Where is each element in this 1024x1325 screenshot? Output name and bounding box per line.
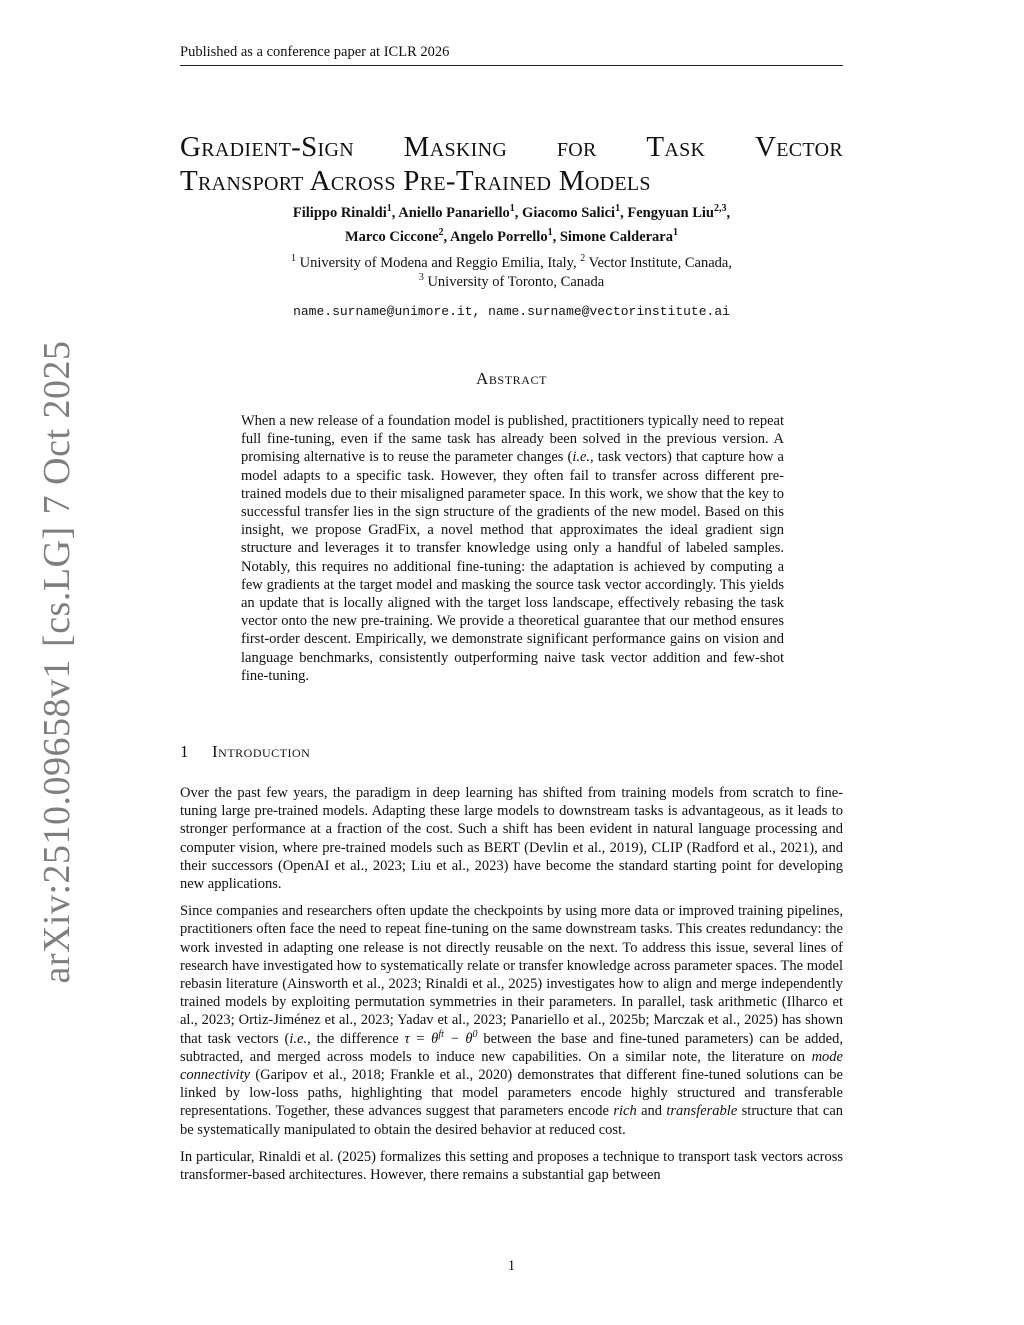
author-name: Filippo Rinaldi: [292, 205, 387, 221]
paragraph: In particular, Rinaldi et al. (2025) formalizes this setting and proposes a technique to transport task vectors across transformer-based architectures. However, there remains a substantial gap between: [180, 1148, 843, 1184]
italic-ie: i.e.: [289, 1030, 308, 1047]
text-segment: structure that can be systematically manipulated to obtain the desired behavior at reduced cost.: [180, 1103, 843, 1138]
author-name: Fengyuan Liu: [627, 205, 714, 221]
author-row-2: Marco Ciccone$^2$, Angelo Porrello$^1$, Simone Calderara$^1$: [344, 227, 678, 245]
paper-title: [180, 130, 843, 198]
author-name: Angelo Porrello: [449, 229, 548, 245]
affiliation: University of Toronto, Canada: [427, 274, 605, 290]
affil-sup: 3: [418, 272, 424, 284]
author-list: [180, 201, 843, 249]
math-part: − θ: [443, 1030, 473, 1047]
title-line-2: Transport Across Pre-Trained Models: [180, 165, 651, 197]
affil-sup: 1: [291, 253, 297, 265]
title-word: Gradient-Sign: [180, 131, 354, 163]
affiliation: Vector Institute, Canada,: [588, 255, 732, 271]
author-affil-sup: 1: [509, 203, 515, 215]
author-row-1: Filippo Rinaldi$^1$, Aniello Panariello$^1$, Giacomo Salici$^1$, Fengyuan Liu$^{2,3}$,: [292, 203, 731, 221]
italic-term: rich: [613, 1103, 637, 1120]
author-affil-sup: 1: [547, 227, 553, 239]
author-affil-sup: 2,3: [713, 203, 727, 215]
page-number: 1: [507, 1258, 516, 1274]
math-superscript: 0: [472, 1028, 478, 1040]
arxiv-id: arXiv:2510.09658v1: [36, 658, 78, 984]
title-word: Masking: [403, 131, 508, 163]
author-affil-sup: 1: [673, 227, 678, 239]
paragraph: [180, 902, 843, 1139]
section-body: [180, 784, 843, 1193]
author-name: Marco Ciccone: [344, 229, 439, 245]
abstract-segment: , task vectors) that capture how a model adapts to a specific task. However, they often fail to transfer across different pre-trained models due to their misaligned parameter space. In this work, we show that the key to successful transfer lies in the sign structure of the gradients of the new model. Based on this insight, we propose GradFix, a novel method that approximates the ideal gradient sign structure and leverages it to transfer knowledge using only a handful of labeled samples. Notably, this requires no additional fine-tuning: the adaptation is achieved by computing a few gradients at the target model and masking the source task vector accordingly. This yields an update that is locally aligned with the target loss landscape, effectively rebasing the task vector onto the new pre-training. We provide a theoretical guarantee that our method ensures first-order descent. Empirically, we demonstrate significant performance gains on vision and language benchmarks, consistently outperforming naive task vector addition and few-shot fine-tuning.: [241, 449, 784, 684]
title-word: for: [556, 131, 597, 163]
math-expression: [404, 1028, 478, 1047]
title-word: Vector: [755, 131, 843, 163]
affiliation: University of Modena and Reggio Emilia, Italy,: [299, 255, 577, 271]
abstract-segment: When a new release of a foundation model is published, practitioners typically need to repeat full fine-tuning, even if the same task has already been solved in the previous version. A promising alternative is to reuse the parameter changes (: [241, 413, 784, 466]
arxiv-category: [cs.LG]: [36, 526, 78, 647]
italic-term: mode connectivity: [180, 1048, 843, 1084]
affil-sup: 2: [580, 253, 586, 265]
abstract-ie: i.e.: [572, 449, 591, 466]
title-word: Task: [646, 131, 706, 163]
text-segment: between the base and fine-tuned parameters) can be added, subtracted, and merged across models to induce new capabilities. On a similar note, the literature on: [180, 1030, 843, 1065]
abstract-heading: Abstract: [475, 369, 548, 388]
author-emails[interactable]: name.surname@unimore.it, name.surname@vectorinstitute.ai: [293, 304, 730, 319]
title-line-1: [180, 130, 843, 164]
arxiv-stamp: [35, 334, 79, 989]
abstract-text: [241, 412, 784, 685]
text-segment: (Garipov et al., 2018; Frankle et al., 2020) demonstrates that different fine-tuned solutions can be linked by low-loss paths, highlighting that model parameters encode highly structured and transferable representations. Together, these advances suggest that parameters encode: [180, 1067, 843, 1120]
math-superscript: ft: [438, 1028, 444, 1040]
affiliations: [180, 254, 843, 292]
section-title: Introduction: [212, 742, 311, 761]
section-heading: [180, 742, 843, 762]
affiliation-row-2: [180, 273, 843, 292]
text-segment: and: [636, 1103, 667, 1120]
arxiv-date: 7 Oct 2025: [36, 340, 78, 515]
running-head: Published as a conference paper at ICLR 2026: [180, 44, 843, 66]
section-number: 1: [180, 742, 189, 761]
author-affil-sup: 1: [386, 203, 392, 215]
author-name: Aniello Panariello: [398, 205, 510, 221]
text-segment: Since companies and researchers often update the checkpoints by using more data or improved training pipelines, practitioners often face the need to repeat fine-tuning on the same downstream tasks. This creates redundancy: the work invested in adapting one release is not directly reusable on the next. To address this issue, several lines of research have investigated how to systematically relate or transfer knowledge across parameter spaces. The model rebasin literature (Ainsworth et al., 2023; Rinaldi et al., 2025) investigates how to align and merge independently trained models by exploiting permutation symmetries in their parameters. In parallel, task arithmetic (Ilharco et al., 2023; Ortiz-Jiménez et al., 2023; Yadav et al., 2023; Panariello et al., 2025b; Marczak et al., 2025) has shown that task vectors (: [180, 903, 843, 1047]
paragraph: Over the past few years, the paradigm in deep learning has shifted from training models from scratch to fine-tuning large pre-trained models. Adapting these large models to downstream tasks is advantageous, as it leads to stronger performance at a fraction of the cost. Such a shift has been evident in natural language processing and computer vision, where pre-trained models such as BERT (Devlin et al., 2019), CLIP (Radford et al., 2021), and their successors (OpenAI et al., 2023; Liu et al., 2023) have become the standard starting point for developing new applications.: [180, 785, 843, 893]
affiliation-row-1: [180, 254, 843, 273]
text-segment: , the difference: [307, 1030, 405, 1047]
italic-term: transferable: [666, 1103, 738, 1120]
author-name: Simone Calderara: [559, 229, 673, 245]
author-name: Giacomo Salici: [522, 205, 616, 221]
author-affil-sup: 1: [615, 203, 621, 215]
math-part: τ = θ: [404, 1030, 439, 1047]
author-affil-sup: 2: [438, 227, 444, 239]
